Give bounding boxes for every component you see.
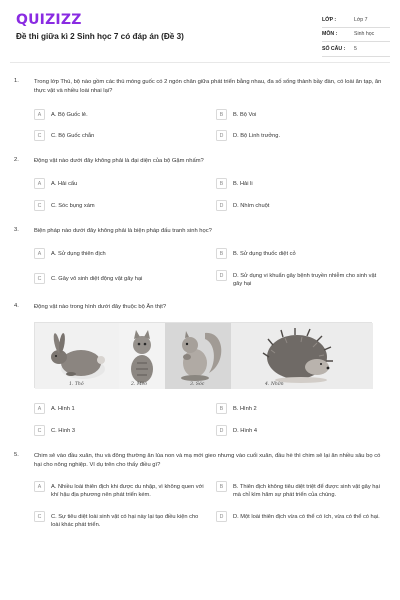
question-number: 3. bbox=[14, 227, 19, 233]
option-d[interactable] bbox=[216, 130, 386, 141]
question-text: Động vật nào trong hình dưới đây thuộc bộ Ăn thịt? bbox=[34, 304, 167, 310]
option-d[interactable] bbox=[216, 270, 386, 289]
figure-caption: 3. Sóc bbox=[190, 382, 205, 387]
meta-key: LỚP : bbox=[322, 16, 337, 23]
meta-value: 5 bbox=[354, 45, 357, 52]
meta-key: MÔN : bbox=[322, 31, 338, 38]
option-text: D. Một loài thiên địch vừa có thể có ích, vừa có thể có hại. bbox=[233, 513, 380, 520]
option-letter: C bbox=[34, 130, 45, 141]
option-letter: B bbox=[216, 481, 227, 492]
option-text: D. Nhím chuột bbox=[233, 202, 270, 209]
option-text: C. Gây vô sinh diệt động vật gây hại bbox=[51, 275, 143, 282]
option-letter: C bbox=[34, 425, 45, 436]
option-text: A. Hải cẩu bbox=[51, 180, 78, 187]
option-letter: A bbox=[34, 481, 45, 492]
question-number: 2. bbox=[14, 157, 19, 163]
option-a[interactable] bbox=[34, 109, 204, 120]
option-c[interactable] bbox=[34, 200, 204, 211]
question-text: Biện pháp nào dưới đây không phải là biện pháp đấu tranh sinh học? bbox=[34, 228, 212, 234]
option-text: B. Hải li bbox=[233, 180, 253, 187]
option-letter: D bbox=[216, 270, 227, 281]
option-a[interactable] bbox=[34, 403, 204, 414]
option-b[interactable] bbox=[216, 403, 386, 414]
option-letter: B bbox=[216, 178, 227, 189]
option-c[interactable] bbox=[34, 273, 204, 284]
meta-row-class bbox=[322, 13, 390, 28]
document-title: Đề thi giữa kì 2 Sinh học 7 có đáp án (Đề 3) bbox=[16, 32, 184, 41]
meta-row-count bbox=[322, 42, 390, 57]
option-b[interactable] bbox=[216, 109, 386, 120]
header-divider bbox=[10, 62, 390, 63]
option-c[interactable] bbox=[34, 511, 204, 530]
question-number: 1. bbox=[14, 78, 19, 84]
document-header bbox=[0, 0, 400, 62]
option-letter: D bbox=[216, 200, 227, 211]
option-letter: C bbox=[34, 200, 45, 211]
animal-figure bbox=[34, 322, 372, 388]
option-letter: B bbox=[216, 109, 227, 120]
option-text: A. Nhiều loài thiên địch khi được du nhập, vì không quen với khí hậu địa phương nên phát triển kém. bbox=[51, 483, 204, 498]
question-number: 5. bbox=[14, 452, 19, 458]
option-letter: A bbox=[34, 109, 45, 120]
option-text: A. Bộ Guốc lẻ. bbox=[51, 111, 88, 118]
option-text: A. Hình 1 bbox=[51, 405, 75, 412]
meta-value: Sinh học bbox=[354, 31, 375, 38]
figure-caption: 2. Mèo bbox=[131, 382, 148, 387]
squirrel-image bbox=[165, 323, 231, 389]
meta-key: SỐ CÂU : bbox=[322, 45, 346, 52]
question-text: Chim sẻ vào đầu xuân, thu và đông thường ăn lúa non và mạ mới gieo nhưng vào cuối xuân, đầu hè thì chim sẻ lại ăn nhiều sâu bọ có hại cho nông nghiệp. Ví dụ trên cho thấy điều gì? bbox=[34, 453, 381, 468]
option-letter: A bbox=[34, 403, 45, 414]
option-text: C. Sóc bụng xám bbox=[51, 202, 95, 209]
option-b[interactable] bbox=[216, 178, 386, 189]
option-b[interactable] bbox=[216, 248, 386, 259]
option-text: C. Hình 3 bbox=[51, 427, 76, 434]
option-text: B. Hình 2 bbox=[233, 405, 257, 412]
option-letter: B bbox=[216, 248, 227, 259]
meta-row-subject bbox=[322, 28, 390, 43]
option-text: C. Sự tiêu diệt loài sinh vật có hại này lại tạo điều kiện cho loài khác phát triển. bbox=[51, 513, 199, 528]
question-number: 4. bbox=[14, 303, 19, 309]
option-text: D. Sử dụng vi khuẩn gây bệnh truyền nhiễm cho sinh vật gây hại bbox=[233, 272, 377, 287]
option-b[interactable] bbox=[216, 481, 386, 500]
option-d[interactable] bbox=[216, 425, 386, 436]
option-text: B. Bộ Voi bbox=[233, 111, 257, 118]
option-c[interactable] bbox=[34, 130, 204, 141]
option-text: C. Bộ Guốc chẵn bbox=[51, 132, 95, 139]
figure-caption: 1. Thỏ bbox=[69, 382, 84, 387]
option-d[interactable] bbox=[216, 200, 386, 211]
option-letter: D bbox=[216, 425, 227, 436]
option-letter: C bbox=[34, 511, 45, 522]
option-a[interactable] bbox=[34, 248, 204, 259]
option-text: B. Thiên địch không tiêu diệt triệt để được sinh vật gây hại mà chỉ kìm hãm sự phát triển của chúng. bbox=[233, 483, 380, 498]
question-text: Động vật nào dưới đây không phải là đại diện của bộ Gặm nhấm? bbox=[34, 158, 204, 164]
option-letter: C bbox=[34, 273, 45, 284]
question-text: Trong lớp Thú, bộ nào gồm các thú móng guốc có 2 ngón chân giữa phát triển bằng nhau, đa số sống thành bầy đàn, có loài ăn tạp, ăn thực vật và nhiều loài nhai lại? bbox=[34, 79, 382, 94]
option-d[interactable] bbox=[216, 511, 386, 522]
option-letter: B bbox=[216, 403, 227, 414]
option-text: D. Hình 4 bbox=[233, 427, 258, 434]
meta-value: Lớp 7 bbox=[354, 16, 368, 23]
rabbit-image bbox=[35, 323, 119, 389]
option-letter: A bbox=[34, 178, 45, 189]
option-text: A. Sử dụng thiên địch bbox=[51, 250, 106, 257]
option-text: D. Bộ Linh trưởng. bbox=[233, 132, 281, 139]
hedgehog-image bbox=[231, 323, 373, 389]
cat-image bbox=[119, 323, 165, 389]
figure-caption: 4. Nhím bbox=[265, 382, 284, 387]
option-a[interactable] bbox=[34, 178, 204, 189]
option-a[interactable] bbox=[34, 481, 204, 500]
quizizz-logo: QUIZIZZ bbox=[16, 12, 82, 28]
option-c[interactable] bbox=[34, 425, 204, 436]
meta-table bbox=[322, 13, 390, 57]
option-letter: D bbox=[216, 511, 227, 522]
option-text: B. Sử dụng thuốc diệt cỏ bbox=[233, 250, 296, 257]
option-letter: D bbox=[216, 130, 227, 141]
option-letter: A bbox=[34, 248, 45, 259]
